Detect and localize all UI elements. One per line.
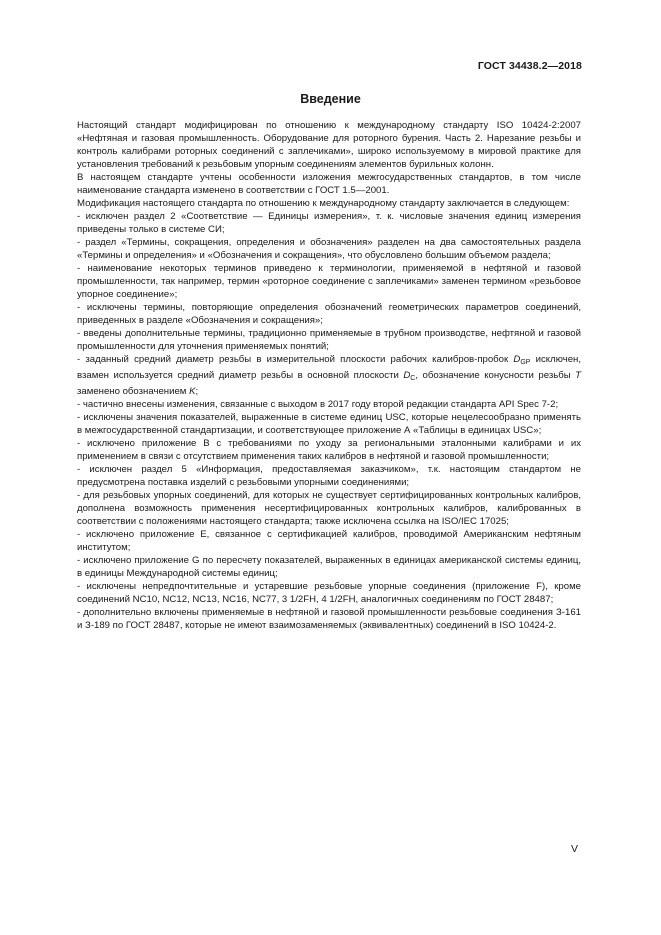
subscript-gp: GP [520,359,531,366]
paragraph: Настоящий стандарт модифицирован по отношению к международному стандарту ISO 10424-2:2007 «Нефтяная и газовая промышленность. Оборудование для роторного бурения. Часть 2. Нарезание резьбы и контроль калибрами роторных соединений с заплечиками», широко используемому в мировой практике для установления требований к резьбовым упорным соединениям элементов бурильных колонн. [77,120,581,170]
text-fragment: - заданный средний диаметр резьбы в измерительной плоскости рабочих калибров-пробок [77,354,514,365]
page-title: Введение [300,92,361,106]
list-item: - исключено приложение В с требованиями по уходу за региональными эталонными калибрами и их применением в связи с отсутствием применения таких калибров в нефтяной и газовой промышленности; [77,438,581,462]
text-fragment: исключен, взамен используется средний диаметр резьбы в основной плоскости [77,354,581,381]
list-item: - для резьбовых упорных соединений, для которых не существует сертифицированных контрольных калибров, дополнена возможность применения несертифицированных контрольных калибров, калиброванных в соответствии с положениями настоящего стандарта; также исключена ссылка на ISO/IEC 17025; [77,490,581,527]
list-item: - исключены термины, повторяющие определения обозначений геометрических параметров соединений, приведенных в разделе «Обозначения и сокращения»; [77,302,581,326]
list-item: - частично внесены изменения, связанные с выходом в 2017 году второй редакции стандарта API Spec 7-2; [77,399,559,410]
paragraph: В настоящем стандарте учтены особенности изложения межгосударственных стандартов, в том числе наименование стандарта изменено в соответствии с ГОСТ 1.5—2001. [77,172,581,196]
list-item: - наименование некоторых терминов приведено к терминологии, применяемой в нефтяной и газовой промышленности, так например, термин «роторное соединение с заплечиками» заменен термином «резьбовое упорное соединение»; [77,263,581,300]
symbol-d: D [403,370,411,381]
symbol-t: T [575,370,581,381]
list-item: - исключены значения показателей, выраженные в системе единиц USC, которые нецелесообразно применять в межгосударственной стандартизации, и соответствующее приложение А «Таблицы в единицах USC»; [77,412,581,436]
list-item-dgp [77,353,581,398]
list-item: - раздел «Термины, сокращения, определения и обозначения» разделен на два самостоятельных раздела «Термины и определения» и «Обозначения и сокращения», что обусловлено большим объемом раздела; [77,237,581,261]
list-item: - исключено приложение Е, связанное с сертификацией калибров, проводимой Американским нефтяным институтом; [77,529,581,553]
list-item: - исключены непредпочтительные и устаревшие резьбовые упорные соединения (приложение F), кроме соединений NC10, NC12, NC13, NC16, NC77, 3 1/2FH, 4 1/2FH, аналогичных соединениям по ГОСТ 28487; [77,581,581,605]
standard-designation: ГОСТ 34438.2—2018 [477,60,582,72]
document-body [77,119,581,632]
list-item: - исключено приложение G по пересчету показателей, выраженных в единицах американской системы единиц, в единицы Международной системы единиц; [77,555,581,579]
subscript-c: C [410,375,416,382]
text-fragment: заменено обозначением [77,386,190,397]
text-fragment: ; [195,386,199,397]
paragraph: Модификация настоящего стандарта по отношению к международному стандарту заключается в следующем: [77,198,570,209]
page-number: V [570,843,578,855]
list-item: - введены дополнительные термины, традиционно применяемые в трубном производстве, нефтяной и газовой промышленности для уточнения применяемых понятий; [77,328,581,352]
symbol-d: D [513,354,521,365]
symbol-k: K [189,386,196,397]
list-item: - исключен раздел 2 «Соответствие — Единицы измерения», т. к. числовые значения единиц измерения приведены только в системе СИ; [77,211,581,235]
list-item: - исключен раздел 5 «Информация, предоставляемая заказчиком», т.к. настоящим стандартом не предусмотрена поставка изделий с резьбовыми упорными соединениями; [77,464,581,488]
list-item: - дополнительно включены применяемые в нефтяной и газовой промышленности резьбовые соединения З-161 и З-189 по ГОСТ 28487, которые не имеют взаимозаменяемых (эквивалентных) соединений в ISO 10424-2. [77,607,581,631]
text-fragment: , обозначение конусности резьбы [415,370,576,381]
